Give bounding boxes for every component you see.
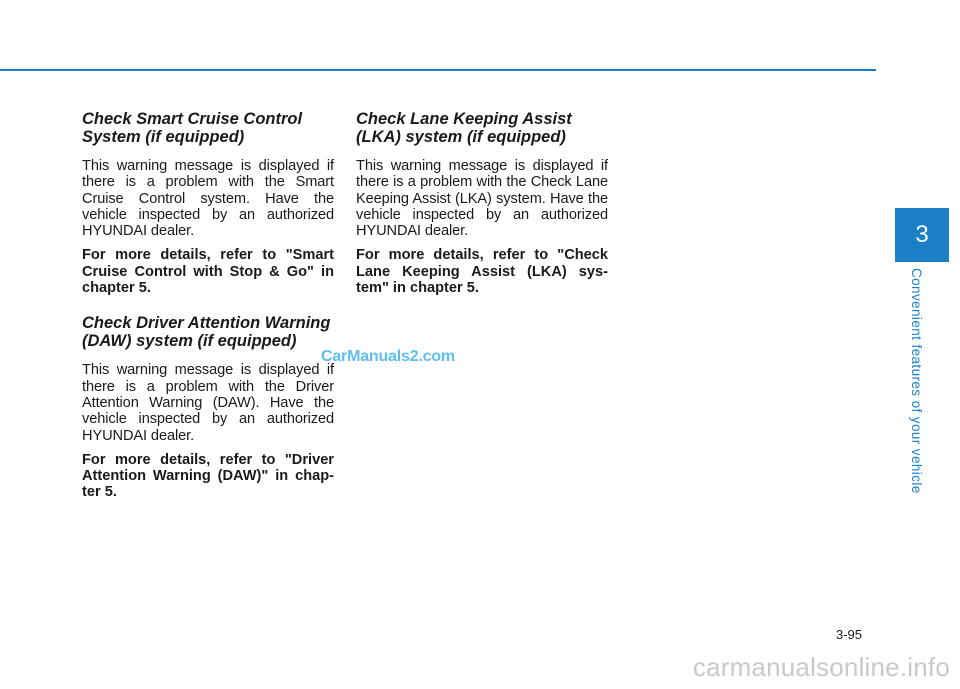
section-smart-cruise-control: [82, 110, 334, 296]
section-heading: Check Lane Keeping Assist (LKA) system (if equipped): [356, 110, 572, 146]
section-heading: Check Smart Cruise Control System (if equipped): [82, 110, 303, 146]
section-reference: For more details, refer to "Check Lane Keeping Assist (LKA) sys-tem" in chapter 5.: [356, 247, 608, 297]
chapter-title: Convenient features of your vehicle: [909, 268, 924, 494]
section-body: This warning message is displayed if there is a problem with the Smart Cruise Control system. Have the vehicle inspected by an authorized HYUNDAI dealer.: [82, 158, 334, 240]
section-heading: Check Driver Attention Warning (DAW) system (if equipped): [82, 314, 331, 351]
footer-watermark: carmanualsonline.info: [692, 652, 950, 682]
right-column: [356, 110, 608, 314]
section-body: This warning message is displayed if there is a problem with the Driver Attention Warning (DAW). Have the vehicle inspected by an authorized HYUNDAI dealer.: [82, 362, 334, 444]
site-watermark: CarManuals2.com: [321, 348, 455, 365]
section-driver-attention-warning: [82, 314, 334, 500]
section-reference: For more details, refer to "Driver Attention Warning (DAW)" in chap-ter 5.: [82, 451, 334, 501]
section-lane-keeping-assist: [356, 110, 608, 296]
header-rule: [0, 69, 876, 71]
chapter-number-tab: 3: [895, 208, 949, 262]
page-number: 3-95: [836, 627, 863, 642]
section-reference: For more details, refer to "Smart Cruise Control with Stop & Go" in chapter 5.: [82, 247, 334, 297]
left-column: [82, 110, 334, 519]
section-body: This warning message is displayed if there is a problem with the Check Lane Keeping Assist (LKA) system. Have the vehicle inspected by an authorized HYUNDAI dealer.: [356, 158, 608, 240]
